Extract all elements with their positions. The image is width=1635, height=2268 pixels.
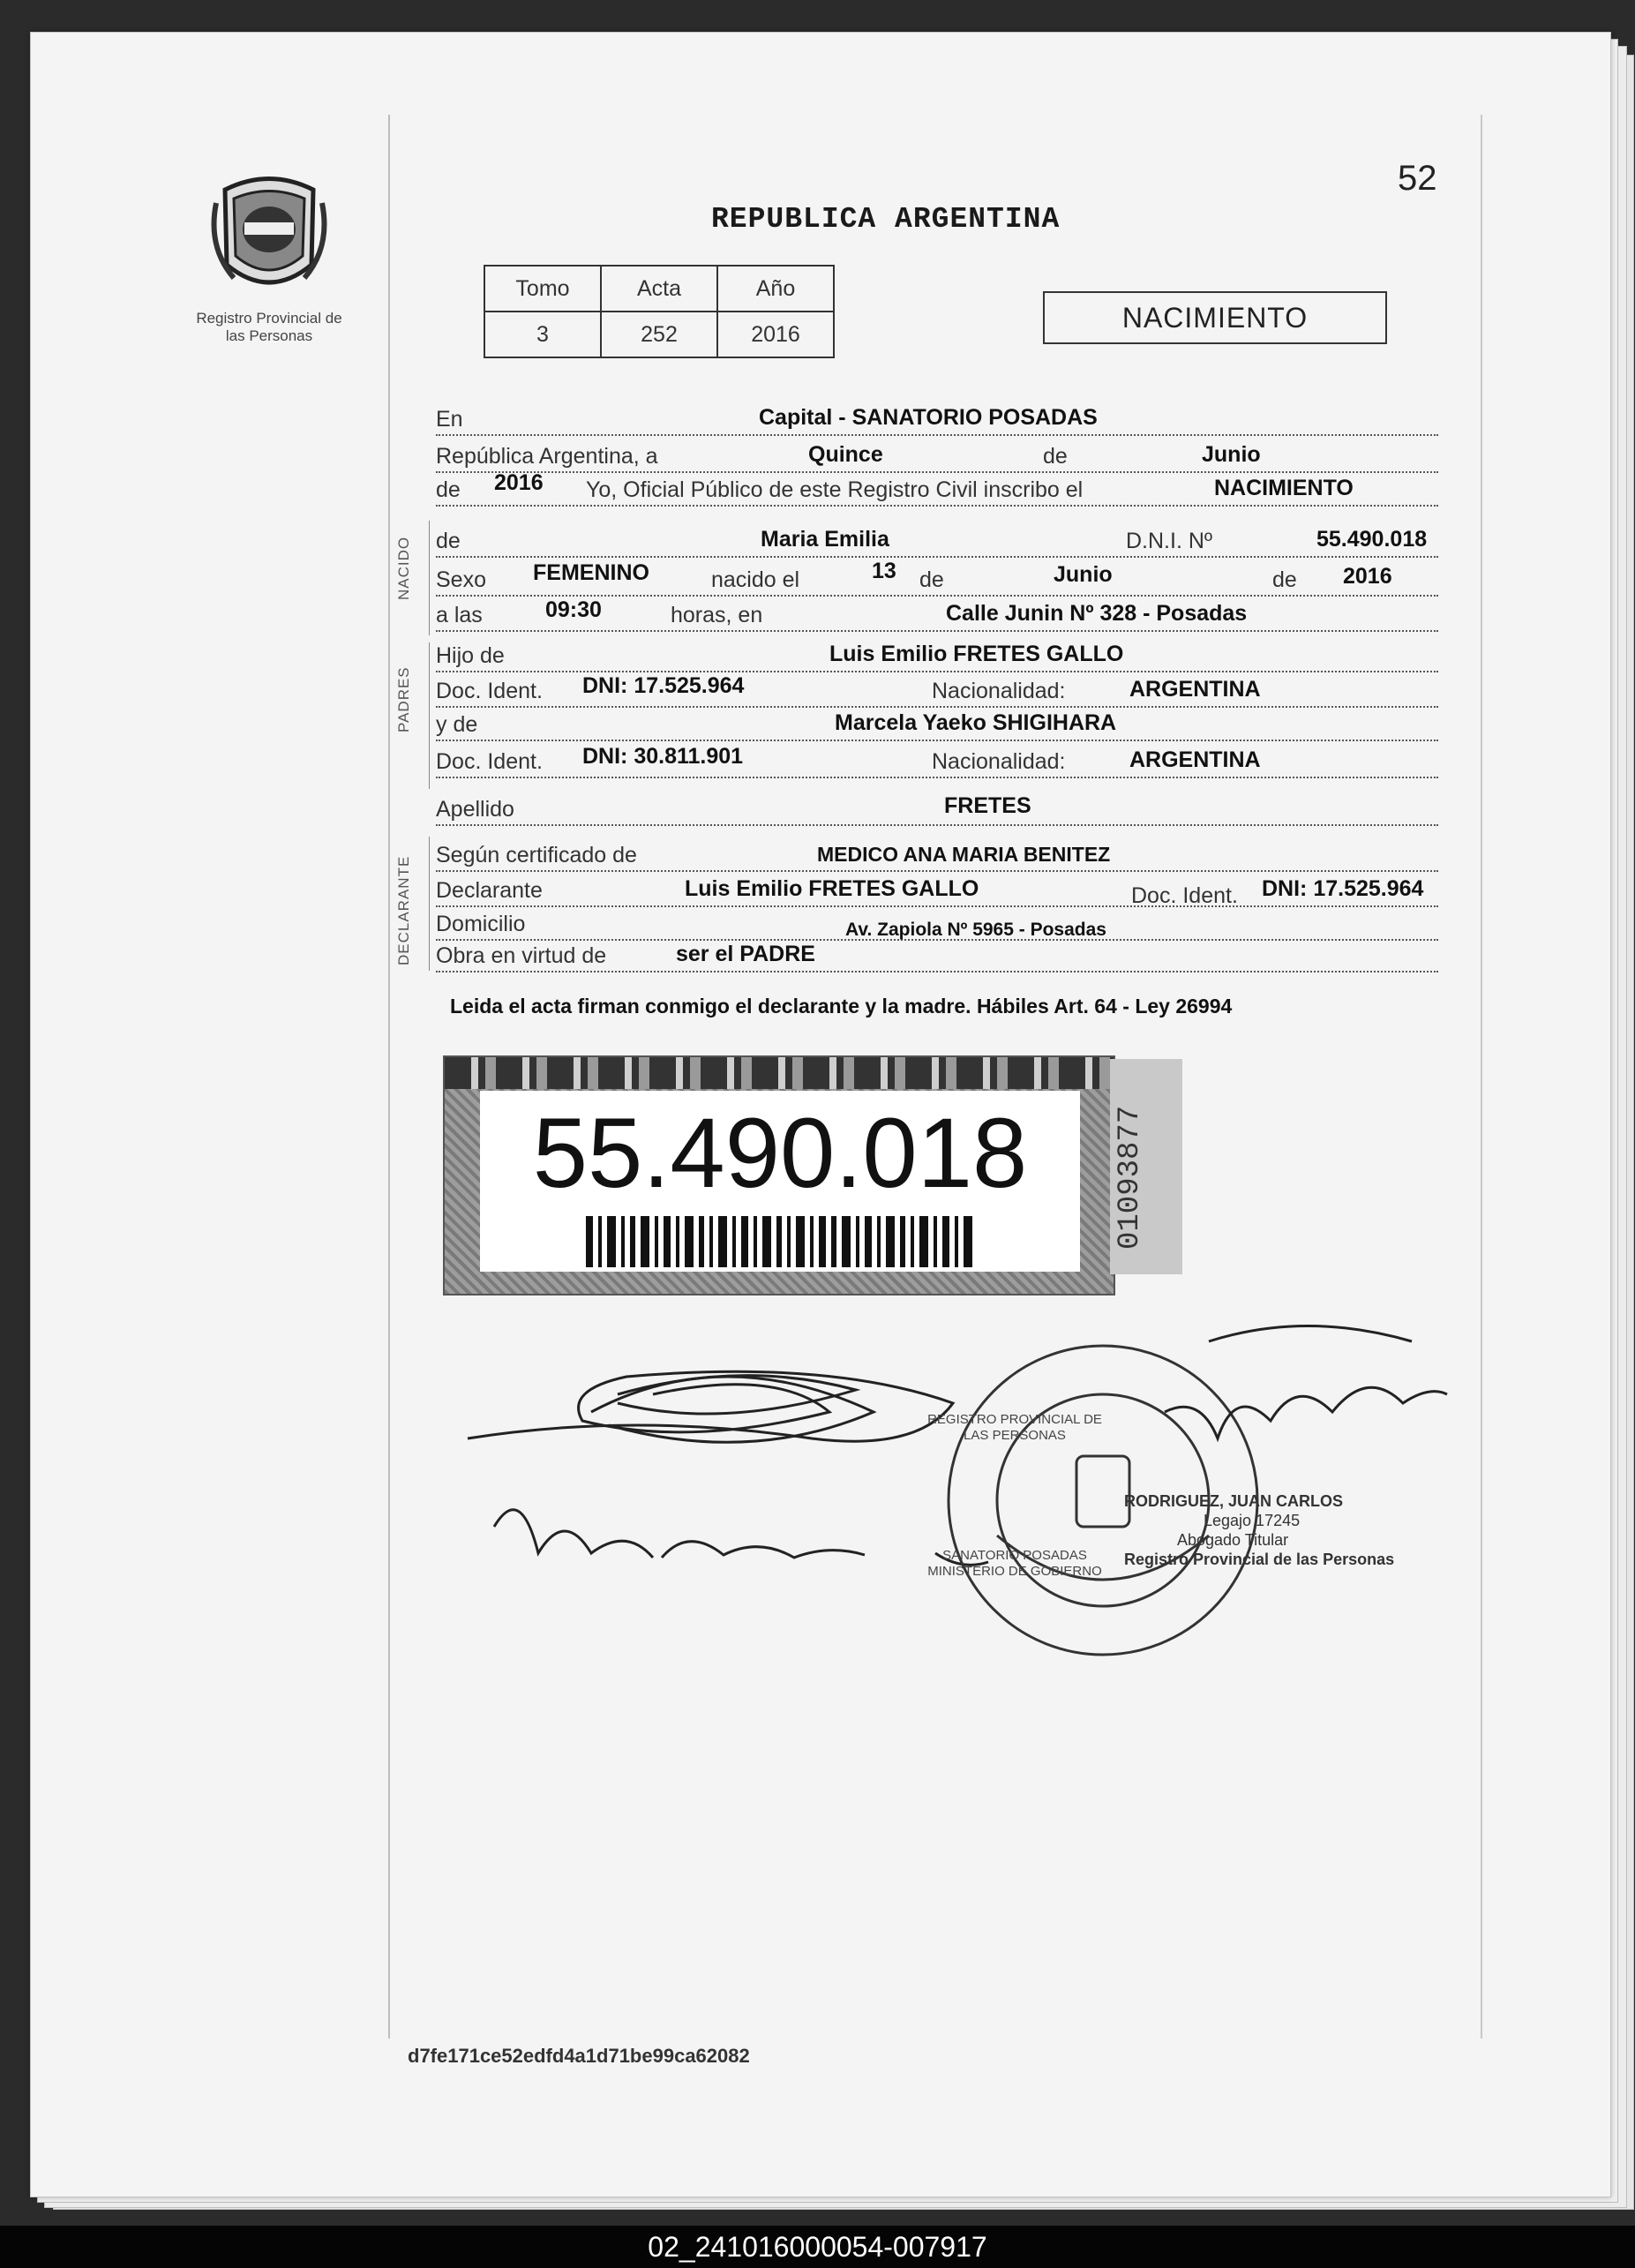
document-hash: d7fe171ce52edfd4a1d71be99ca62082 xyxy=(408,2045,750,2067)
section-label-declarante: DECLARANTE xyxy=(395,855,412,965)
label-de: de xyxy=(1043,444,1068,469)
section-divider xyxy=(429,521,430,635)
official-signature-block xyxy=(1124,1491,1442,1569)
label-hijo: Hijo de xyxy=(436,643,505,668)
value-domicilio: Av. Zapiola Nº 5965 - Posadas xyxy=(845,920,1106,940)
row-madre xyxy=(436,710,1438,741)
value-dia: Quince xyxy=(808,442,883,467)
official-cargo: Abogado Titular xyxy=(1177,1531,1289,1549)
section-label-padres: PADRES xyxy=(395,666,412,732)
row-lugar xyxy=(436,404,1438,436)
value-dia-nac: 13 xyxy=(872,559,896,583)
row-sexo xyxy=(436,559,1438,597)
section-divider xyxy=(429,642,430,789)
label-y-de: y de xyxy=(436,712,478,737)
stamp-outer: REGISTRO PROVINCIAL DE LAS PERSONAS xyxy=(927,1412,1102,1443)
page-number: 52 xyxy=(1398,159,1437,198)
sticker-serial-strip xyxy=(1110,1059,1182,1274)
official-name: RODRIGUEZ, JUAN CARLOS xyxy=(1124,1492,1344,1510)
header-acta: Acta xyxy=(601,266,717,312)
official-legajo: Legajo 17245 xyxy=(1204,1512,1301,1529)
closing-statement: Leida el acta firman conmigo el declarante y la madre. Hábiles Art. 64 - Ley 26994 xyxy=(450,995,1233,1018)
value-padre-doc: DNI: 17.525.964 xyxy=(582,673,745,698)
coat-of-arms-icon xyxy=(207,168,331,300)
row-domicilio xyxy=(436,909,1438,941)
value-madre: Marcela Yaeko SHIGIHARA xyxy=(835,710,1117,735)
label-nac-padre: Nacionalidad: xyxy=(932,679,1066,703)
value-declarante: Luis Emilio FRETES GALLO xyxy=(685,876,979,901)
label-obra: Obra en virtud de xyxy=(436,943,607,968)
row-madre-doc xyxy=(436,744,1438,778)
header-anio: Año xyxy=(717,266,834,312)
row-hora xyxy=(436,597,1438,632)
barcode-icon xyxy=(586,1216,974,1267)
stamp-inner: SANATORIO POSADAS xyxy=(942,1548,1087,1563)
label-doc-madre: Doc. Ident. xyxy=(436,749,543,774)
row-nombre xyxy=(436,526,1438,558)
label-nac-madre: Nacionalidad: xyxy=(932,749,1066,774)
declarant-signature-icon xyxy=(468,1371,988,1565)
value-apellido: FRETES xyxy=(944,793,1031,818)
official-registro: Registro Provincial de las Personas xyxy=(1124,1551,1395,1568)
value-madre-nac: ARGENTINA xyxy=(1129,747,1261,772)
stamp-text xyxy=(918,1412,1112,1580)
label-de-anio-nac: de xyxy=(1272,567,1297,592)
value-doc-declarante: DNI: 17.525.964 xyxy=(1262,876,1424,901)
row-declarante xyxy=(436,875,1438,907)
row-obra xyxy=(436,941,1438,973)
value-nombre: Maria Emilia xyxy=(761,527,889,552)
sticker-label xyxy=(480,1091,1080,1272)
value-anio: 2016 xyxy=(494,470,544,495)
section-divider xyxy=(429,837,430,971)
value-tomo: 3 xyxy=(484,312,601,357)
row-fecha-dia xyxy=(436,441,1438,473)
value-madre-doc: DNI: 30.811.901 xyxy=(582,744,744,769)
label-republica: República Argentina, a xyxy=(436,444,658,469)
value-padre-nac: ARGENTINA xyxy=(1129,677,1261,702)
row-fecha-anio xyxy=(436,470,1438,507)
dni-sticker xyxy=(443,1055,1115,1295)
registry-table xyxy=(484,265,835,358)
sticker-pattern xyxy=(445,1057,1114,1089)
value-mes-nac: Junio xyxy=(1054,562,1113,587)
value-dni: 55.490.018 xyxy=(1316,527,1428,552)
header-tomo: Tomo xyxy=(484,266,601,312)
value-tipo: NACIMIENTO xyxy=(1214,476,1354,500)
official-signature-icon xyxy=(1165,1326,1447,1439)
section-label-nacido: NACIDO xyxy=(395,536,412,600)
value-hora: 09:30 xyxy=(545,597,602,622)
row-padre-doc xyxy=(436,673,1438,708)
text-oficial: Yo, Oficial Público de este Registro Civil inscribo el xyxy=(586,477,1084,502)
label-apellido: Apellido xyxy=(436,797,514,822)
value-anio: 2016 xyxy=(717,312,834,357)
label-sexo: Sexo xyxy=(436,567,486,592)
label-de-dia: de xyxy=(919,567,944,592)
sticker-serial: 01093877 xyxy=(1114,1105,1147,1250)
acta-type-box: NACIMIENTO xyxy=(1043,291,1387,344)
row-certificado xyxy=(436,840,1438,872)
label-de-anio: de xyxy=(436,477,461,502)
value-certificado: MEDICO ANA MARIA BENITEZ xyxy=(817,843,1111,866)
label-en: En xyxy=(436,407,463,432)
value-sexo: FEMENINO xyxy=(533,560,649,585)
row-padre xyxy=(436,641,1438,672)
label-dni: D.N.I. Nº xyxy=(1126,529,1213,553)
label-hora: a las xyxy=(436,603,483,627)
value-lugar-nac: Calle Junin Nº 328 - Posadas xyxy=(946,601,1248,626)
label-horas-en: horas, en xyxy=(671,603,763,627)
registry-name: Registro Provincial de las Personas xyxy=(196,310,342,344)
label-certificado: Según certificado de xyxy=(436,843,637,867)
value-mes: Junio xyxy=(1202,442,1261,467)
value-padre: Luis Emilio FRETES GALLO xyxy=(829,642,1124,666)
label-doc-padre: Doc. Ident. xyxy=(436,679,543,703)
document-title: REPUBLICA ARGENTINA xyxy=(711,203,1061,236)
value-anio-nac: 2016 xyxy=(1343,564,1392,589)
value-acta: 252 xyxy=(601,312,717,357)
provincial-seal xyxy=(190,168,349,362)
label-doc-declarante: Doc. Ident. xyxy=(1131,883,1238,908)
row-apellido xyxy=(436,794,1438,826)
label-declarante: Declarante xyxy=(436,878,543,903)
label-nacido: nacido el xyxy=(711,567,800,592)
stamp-bottom: MINISTERIO DE GOBIERNO xyxy=(927,1564,1102,1579)
sticker-number: 55.490.018 xyxy=(532,1098,1028,1208)
label-de-nombre: de xyxy=(436,529,461,553)
value-obra: ser el PADRE xyxy=(676,942,815,966)
label-domicilio: Domicilio xyxy=(436,912,526,936)
file-identifier: 02_241016000054-007917 xyxy=(0,2226,1635,2268)
value-lugar: Capital - SANATORIO POSADAS xyxy=(759,405,1098,430)
